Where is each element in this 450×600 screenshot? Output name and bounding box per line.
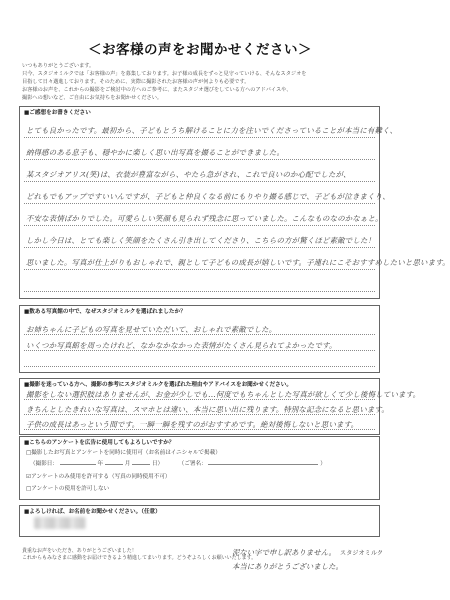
- year-field[interactable]: [60, 464, 96, 465]
- intro-line: 撮影への想いなど、ご自由にお気持ちをお聞かせください。: [22, 95, 163, 101]
- day-label: 日）: [151, 461, 164, 467]
- q2-heading: ■数ある写真館の中で、なぜスタジオミルクを選ばれましたか？: [24, 309, 186, 315]
- redacted-name: [34, 517, 86, 529]
- handwritten-answer-line: いくつか写真館を周ったけれど、なかなかなかった表情がたくさん見られてよかったです。: [26, 341, 337, 350]
- q4-box: [19, 436, 380, 500]
- q5-heading: ■よろしければ、お名前をお聞かせください。（任意）: [24, 509, 161, 515]
- ruled-line: [24, 181, 375, 182]
- ruled-line: [24, 291, 375, 292]
- day-field[interactable]: [132, 464, 150, 465]
- handwritten-answer-line: どれもでもアップですいいんですが、子どもと仲良くなる前にもりやり撮る感じで、子どもが泣きまくり、: [26, 192, 390, 201]
- handwritten-signature: [232, 546, 392, 573]
- handwritten-answer-line: 某スタジオアリス(笑)は、衣装が豊富ながら、やたら急がされ、これで良いのか心配でしたが、: [26, 170, 351, 179]
- date-name-form-line: [30, 459, 326, 467]
- intro-line: お客様のお声を、これからの撮影をご検討中の方へのご参考に、またスタジオ選びをしている方へのアドバイスや、: [22, 87, 292, 93]
- signature-line: 本当にありがとうございました。: [232, 562, 343, 571]
- handwritten-answer-line: きちんとしたきれいな写真は、スマホとは違い、本当に思い出に残ります。特別な記念になると思います。: [26, 405, 390, 414]
- signature-line: 泥ない字で申し訳ありません。: [232, 548, 336, 557]
- q3-box: [19, 378, 421, 435]
- intro-line: 只今、スタジオミルクでは「お客様の声」を募集しております。お子様の成長をずっと見守っていける、そんなスタジオを: [22, 71, 307, 77]
- intro-text: [22, 62, 382, 102]
- handwritten-answer-line: 納得感のある息子も、穏やかに楽しく思い出写真を撮ることができました。: [26, 148, 285, 157]
- ruled-line: [24, 159, 375, 160]
- q1-box: [19, 106, 450, 299]
- footer-text: [22, 548, 257, 562]
- handwritten-answer-line: お姉ちゃんに子どもの写真を見せていただいて、おしゃれで素敵でした。: [26, 325, 277, 334]
- handwritten-answer-line: 思いました。写真が仕上がりもおしゃれで、親として子どもの成長が嬉しいです。子連れにこそおすすめしたいと思います。: [26, 258, 450, 267]
- signature-close: ）: [320, 461, 326, 467]
- signature-field[interactable]: [208, 464, 318, 465]
- ruled-line: [24, 137, 375, 138]
- intro-line: いつもありがとうございます。: [22, 63, 95, 69]
- consent-option-survey-only[interactable]: ☑アンケートのみ使用を許可する（写真の同時使用不可）: [26, 474, 171, 480]
- intro-line: 目指して日々邁進しております。そのために、実際に撮影されたお客様の声が何よりも必要です。: [22, 79, 250, 85]
- ruled-line: [24, 247, 375, 248]
- footer-line: 貴重なお声をいただき、ありがとうございました！: [22, 548, 137, 554]
- month-label: 月: [124, 461, 131, 467]
- handwritten-answer-line: 子供の成長はあっという間です。一瞬一瞬を残すのがおすすめです。絶対後悔しないと思います。: [26, 420, 359, 429]
- year-label: 年: [97, 461, 104, 467]
- q2-box: [19, 305, 380, 373]
- footer-line: これからもみなさまに感動をお届けできるよう精進してまいります。どうぞよろしくお願いいたします。: [22, 555, 257, 561]
- ruled-line: [24, 203, 375, 204]
- q3-heading: ■撮影を迷っている方へ、撮影の参考にスタジオミルクを選ばれた理由やアドバイスをお聞かせください。: [24, 382, 292, 388]
- consent-option-photo-and-survey[interactable]: □撮影したお写真とアンケートを同時に使用可（お名前はイニシャルで掲載）: [26, 450, 221, 456]
- ruled-line: [24, 225, 375, 226]
- studio-name: スタジオミルク: [339, 550, 384, 557]
- handwritten-answer-line: 撮影をしない選択肢はありませんが、お金が少しでも...何度でもちゃんとした写真が欲しくて少し後悔しています。: [26, 390, 421, 399]
- page-title: ＜お客様の声をお聞かせください＞: [88, 42, 312, 58]
- date-label: （撮影日：: [30, 461, 58, 467]
- handwritten-answer-line: とても良かったです。最初から、子どもとうち解けることに力を注いでくださっていることが本当に有難く、: [26, 126, 398, 135]
- handwritten-answer-line: しかし今日は、とても楽しく笑顔をたくさん引き出してくださり、こちらの方が驚くほど素敵でした！: [26, 236, 376, 245]
- q4-heading: ■こちらのアンケートを広告に使用してもよろしいですか？: [24, 440, 175, 446]
- q1-heading: ■ご感想をお書きください: [24, 110, 91, 116]
- consent-option-none[interactable]: □アンケートの使用を許可しない: [26, 486, 110, 492]
- ruled-line: [24, 366, 375, 367]
- handwritten-answer-line: 不安な表情ばかりでした。可愛らしい笑顔も見られず残念に思っていました。こんなものなのかなぁと。: [26, 214, 383, 223]
- signature-label: （ご署名：: [178, 461, 207, 467]
- ruled-line: [24, 269, 375, 270]
- month-field[interactable]: [105, 464, 123, 465]
